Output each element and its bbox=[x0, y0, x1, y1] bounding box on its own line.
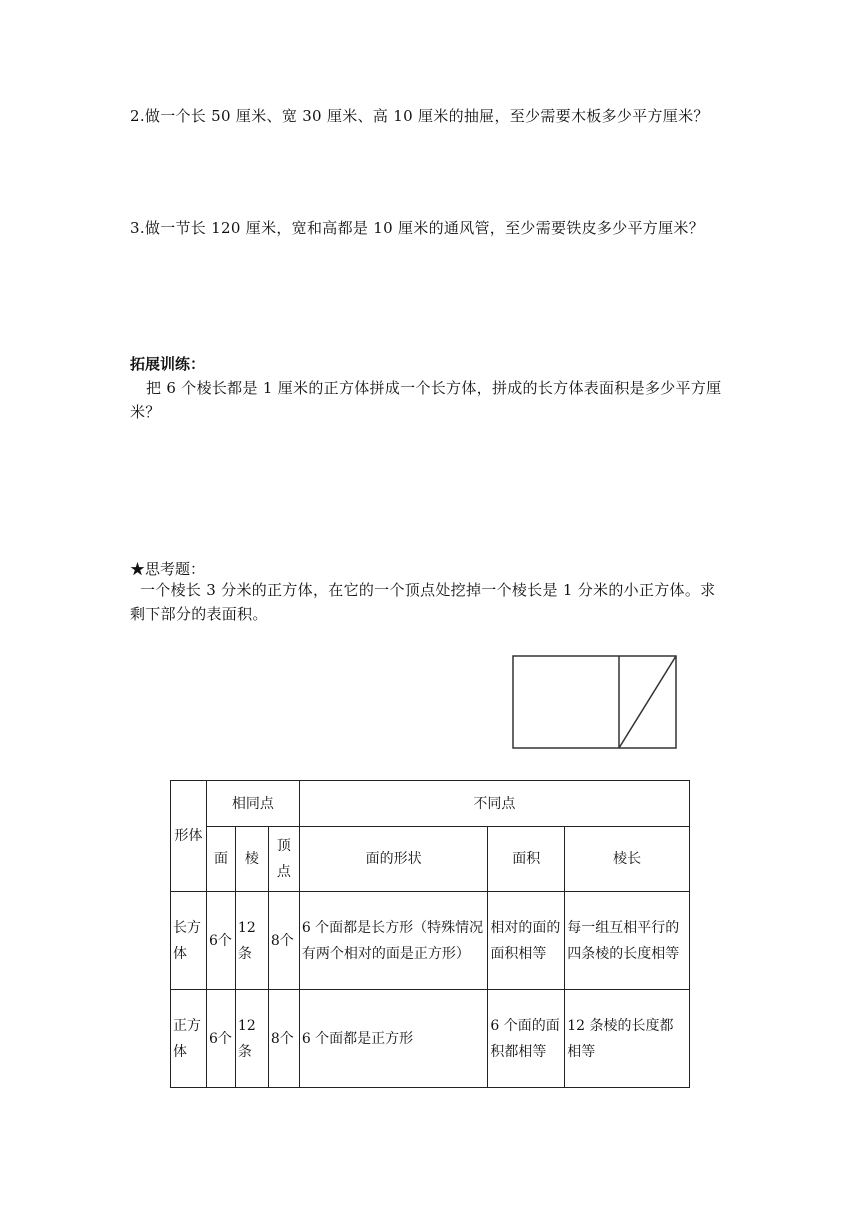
row-faces: 6个 bbox=[206, 892, 235, 990]
row-vertices: 8个 bbox=[268, 892, 299, 990]
comparison-table bbox=[170, 780, 690, 1088]
row-vertices: 8个 bbox=[268, 990, 299, 1088]
row-area: 相对的面的面积相等 bbox=[488, 892, 565, 990]
thinking-heading: ★思考题： bbox=[130, 560, 206, 578]
col-edge-length: 棱长 bbox=[565, 827, 690, 892]
col-face-shape: 面的形状 bbox=[299, 827, 488, 892]
net-figure bbox=[512, 655, 678, 750]
table-row bbox=[171, 892, 690, 990]
question-2: 2.做一个长 50 厘米、宽 30 厘米、高 10 厘米的抽屉，至少需要木板多少平方厘米？ bbox=[130, 107, 709, 125]
header-diff: 不同点 bbox=[299, 781, 689, 827]
col-area: 面积 bbox=[488, 827, 565, 892]
row-edges: 12条 bbox=[235, 892, 268, 990]
row-faces: 6个 bbox=[206, 990, 235, 1088]
row-edges: 12条 bbox=[235, 990, 268, 1088]
extension-heading: 拓展训练： bbox=[130, 355, 206, 373]
col-face: 面 bbox=[206, 827, 235, 892]
figure-diagonal-line bbox=[619, 656, 676, 748]
row-face-shape: 6 个面都是正方形 bbox=[299, 990, 488, 1088]
row-edge-length: 每一组互相平行的四条棱的长度相等 bbox=[565, 892, 690, 990]
thinking-question: 一个棱长 3 分米的正方体，在它的一个顶点处挖掉一个棱长是 1 分米的小正方体。求剩下部分的表面积。 bbox=[130, 581, 716, 623]
row-area: 6 个面的面积都相等 bbox=[488, 990, 565, 1088]
col-vertex: 顶点 bbox=[268, 827, 299, 892]
row-shape: 正方体 bbox=[171, 990, 207, 1088]
row-edge-length: 12 条棱的长度都相等 bbox=[565, 990, 690, 1088]
row-shape: 长方体 bbox=[171, 892, 207, 990]
header-same: 相同点 bbox=[206, 781, 299, 827]
row-face-shape: 6 个面都是长方形（特殊情况有两个相对的面是正方形） bbox=[299, 892, 488, 990]
header-shape: 形体 bbox=[171, 781, 207, 892]
table-row bbox=[171, 990, 690, 1088]
col-edge: 棱 bbox=[235, 827, 268, 892]
extension-question: 把 6 个棱长都是 1 厘米的正方体拼成一个长方体，拼成的长方体表面积是多少平方厘米？ bbox=[130, 379, 722, 421]
question-3: 3.做一节长 120 厘米，宽和高都是 10 厘米的通风管，至少需要铁皮多少平方厘米？ bbox=[130, 219, 705, 237]
figure-outer-rect bbox=[513, 656, 676, 748]
